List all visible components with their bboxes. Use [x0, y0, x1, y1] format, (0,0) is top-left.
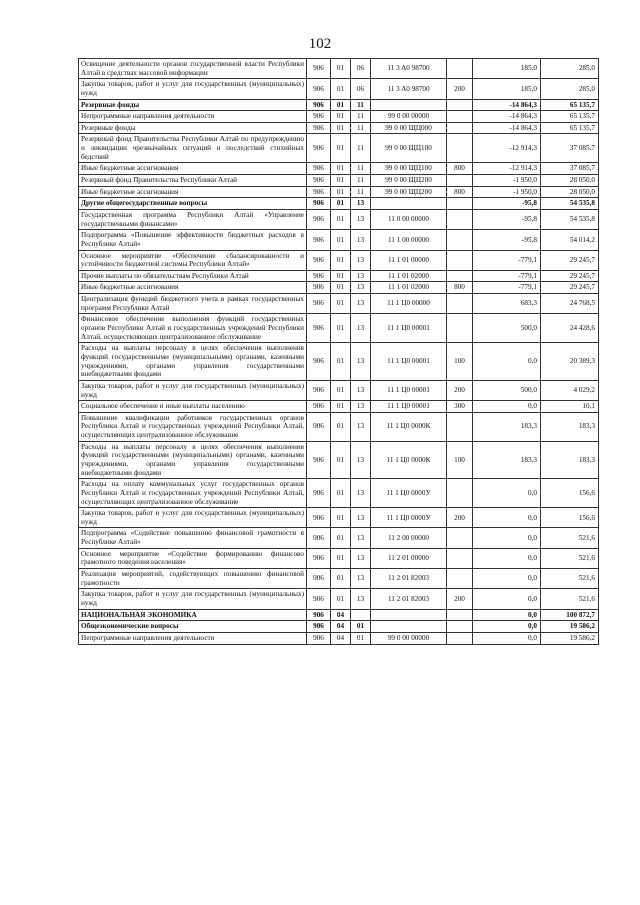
row-subsection-code: 06: [351, 79, 371, 99]
row-name: Общеэкономические вопросы: [79, 621, 307, 633]
row-change-amount: 0,0: [473, 508, 541, 528]
row-ved-code: 906: [307, 270, 331, 282]
row-ved-code: 906: [307, 230, 331, 250]
row-change-amount: 0,0: [473, 479, 541, 508]
row-section-code: 01: [331, 111, 351, 123]
row-change-amount: 0,0: [473, 528, 541, 548]
row-section-code: 01: [331, 250, 351, 270]
row-target-article-code: 11 1 Ц0 00000: [371, 294, 447, 314]
row-subsection-code: 11: [351, 122, 371, 134]
row-ved-code: 906: [307, 79, 331, 99]
row-subsection-code: 11: [351, 175, 371, 187]
row-total-amount: 521,6: [541, 569, 599, 589]
row-change-amount: 185,0: [473, 59, 541, 79]
table-row: [79, 314, 599, 343]
row-subsection-code: 13: [351, 198, 371, 210]
row-ved-code: 906: [307, 569, 331, 589]
row-ved-code: 906: [307, 111, 331, 123]
row-change-amount: -14 864,3: [473, 111, 541, 123]
table-row: [79, 343, 599, 381]
row-name: Резервные фонды: [79, 122, 307, 134]
row-expense-type-code: 300: [447, 401, 473, 413]
row-change-amount: 0,0: [473, 548, 541, 568]
table-row: [79, 79, 599, 99]
row-change-amount: -1 950,0: [473, 186, 541, 198]
table-row: [79, 282, 599, 294]
table-row: [79, 380, 599, 400]
row-subsection-code: 13: [351, 441, 371, 479]
row-name: Финансовое обеспечение выполнения функций государственных органов Республики Алтай и государственных учреждений Республики Алтай, осуществляющих централизованное обслуживание: [79, 314, 307, 343]
row-name: Освещение деятельности органов государственной власти Республики Алтай в средствах массовой информации: [79, 59, 307, 79]
row-change-amount: 0,0: [473, 632, 541, 644]
row-name: Основное мероприятие «Обеспечение сбалансированности и устойчивости бюджетной системы Республики Алтай»: [79, 250, 307, 270]
row-subsection-code: 13: [351, 230, 371, 250]
table-row: [79, 250, 599, 270]
table-row: [79, 632, 599, 644]
table-row: [79, 270, 599, 282]
row-name: Другие общегосударственные вопросы: [79, 198, 307, 210]
row-section-code: 01: [331, 479, 351, 508]
table-row: [79, 441, 599, 479]
row-total-amount: 156,6: [541, 508, 599, 528]
row-ved-code: 906: [307, 186, 331, 198]
row-expense-type-code: [447, 314, 473, 343]
row-ved-code: 906: [307, 548, 331, 568]
row-change-amount: 500,0: [473, 314, 541, 343]
row-total-amount: 4 029,2: [541, 380, 599, 400]
row-total-amount: 183,3: [541, 412, 599, 441]
row-total-amount: 37 085,7: [541, 163, 599, 175]
row-name: Подпрограмма «Содействие повышению финансовой грамотности в Республике Алтай»: [79, 528, 307, 548]
row-subsection-code: 13: [351, 479, 371, 508]
row-ved-code: 906: [307, 282, 331, 294]
row-expense-type-code: [447, 528, 473, 548]
row-expense-type-code: [447, 270, 473, 282]
row-ved-code: 906: [307, 250, 331, 270]
row-target-article-code: 99 0 00 ЩЦ200: [371, 175, 447, 187]
row-ved-code: 906: [307, 209, 331, 229]
row-subsection-code: 13: [351, 294, 371, 314]
row-expense-type-code: [447, 412, 473, 441]
table-row: [79, 111, 599, 123]
row-ved-code: 906: [307, 343, 331, 381]
row-total-amount: 285,0: [541, 79, 599, 99]
row-expense-type-code: [447, 198, 473, 210]
row-target-article-code: 11 2 01 82003: [371, 569, 447, 589]
row-subsection-code: 13: [351, 343, 371, 381]
row-total-amount: 521,6: [541, 528, 599, 548]
row-expense-type-code: [447, 294, 473, 314]
row-target-article-code: 11 1 Ц0 0000У: [371, 508, 447, 528]
row-total-amount: 54 535,8: [541, 209, 599, 229]
row-name: НАЦИОНАЛЬНАЯ ЭКОНОМИКА: [79, 609, 307, 621]
row-subsection-code: 06: [351, 59, 371, 79]
row-ved-code: 906: [307, 294, 331, 314]
row-change-amount: 0,0: [473, 569, 541, 589]
row-total-amount: 24 768,5: [541, 294, 599, 314]
row-expense-type-code: [447, 548, 473, 568]
table-row: [79, 401, 599, 413]
table-row: [79, 99, 599, 111]
row-total-amount: 19 586,2: [541, 621, 599, 633]
row-change-amount: 0,0: [473, 621, 541, 633]
row-change-amount: 0,0: [473, 589, 541, 609]
row-total-amount: 521,6: [541, 548, 599, 568]
row-change-amount: -779,1: [473, 282, 541, 294]
row-target-article-code: [371, 99, 447, 111]
row-section-code: 04: [331, 632, 351, 644]
row-name: Закупка товаров, работ и услуг для государственных (муниципальных) нужд: [79, 589, 307, 609]
row-expense-type-code: [447, 99, 473, 111]
row-expense-type-code: [447, 111, 473, 123]
row-target-article-code: 11 1 Ц0 00001: [371, 380, 447, 400]
row-target-article-code: 11 2 01 82003: [371, 589, 447, 609]
table-row: [79, 621, 599, 633]
row-expense-type-code: [447, 632, 473, 644]
row-target-article-code: 11 1 Ц0 00001: [371, 401, 447, 413]
row-total-amount: 10,1: [541, 401, 599, 413]
row-ved-code: 906: [307, 479, 331, 508]
table-row: [79, 508, 599, 528]
row-name: Прочие выплаты по обязательствам Республики Алтай: [79, 270, 307, 282]
table-row: [79, 412, 599, 441]
table-row: [79, 548, 599, 568]
row-total-amount: 100 872,7: [541, 609, 599, 621]
row-total-amount: 521,6: [541, 589, 599, 609]
row-ved-code: 906: [307, 99, 331, 111]
row-section-code: 01: [331, 175, 351, 187]
row-change-amount: 183,3: [473, 441, 541, 479]
row-section-code: 01: [331, 59, 351, 79]
row-change-amount: -95,8: [473, 209, 541, 229]
table-row: [79, 163, 599, 175]
row-subsection-code: 13: [351, 250, 371, 270]
row-section-code: 04: [331, 609, 351, 621]
row-change-amount: -95,8: [473, 198, 541, 210]
row-total-amount: 28 050,0: [541, 186, 599, 198]
row-name: Иные бюджетные ассигнования: [79, 282, 307, 294]
row-change-amount: 0,0: [473, 343, 541, 381]
row-target-article-code: 99 0 00 00000: [371, 632, 447, 644]
table-row: [79, 122, 599, 134]
row-subsection-code: 13: [351, 508, 371, 528]
row-subsection-code: 13: [351, 412, 371, 441]
row-target-article-code: 11 1 00 00000: [371, 230, 447, 250]
table-row: [79, 59, 599, 79]
row-expense-type-code: [447, 569, 473, 589]
table-row: [79, 186, 599, 198]
row-target-article-code: 11 2 00 00000: [371, 528, 447, 548]
row-target-article-code: 11 1 01 02000: [371, 270, 447, 282]
row-section-code: 01: [331, 99, 351, 111]
row-total-amount: 156,6: [541, 479, 599, 508]
row-ved-code: 906: [307, 401, 331, 413]
row-subsection-code: 11: [351, 134, 371, 163]
row-ved-code: 906: [307, 380, 331, 400]
row-target-article-code: 99 0 00 ЩЦ100: [371, 134, 447, 163]
row-section-code: 01: [331, 569, 351, 589]
row-section-code: 01: [331, 508, 351, 528]
table-row: [79, 294, 599, 314]
row-section-code: 01: [331, 163, 351, 175]
row-subsection-code: 13: [351, 401, 371, 413]
row-name: Расходы на выплаты персоналу в целях обеспечения выполнения функций государственными (муниципальными) органами, казенными учреждениями, органами управления государственными внебюджетными фондами: [79, 343, 307, 381]
row-total-amount: 24 428,6: [541, 314, 599, 343]
row-ved-code: 906: [307, 314, 331, 343]
row-section-code: 01: [331, 401, 351, 413]
row-ved-code: 906: [307, 621, 331, 633]
row-total-amount: 54 535,8: [541, 198, 599, 210]
row-total-amount: 29 245,7: [541, 250, 599, 270]
row-expense-type-code: [447, 479, 473, 508]
row-section-code: 01: [331, 343, 351, 381]
row-target-article-code: 11 3 A0 98700: [371, 59, 447, 79]
row-target-article-code: 11 2 01 00000: [371, 548, 447, 568]
row-subsection-code: 01: [351, 632, 371, 644]
row-subsection-code: 11: [351, 111, 371, 123]
row-ved-code: 906: [307, 441, 331, 479]
row-name: Закупка товаров, работ и услуг для государственных (муниципальных) нужд: [79, 508, 307, 528]
row-total-amount: 28 050,0: [541, 175, 599, 187]
row-target-article-code: 11 1 Ц0 0000У: [371, 479, 447, 508]
row-total-amount: 183,3: [541, 441, 599, 479]
row-subsection-code: 13: [351, 209, 371, 229]
row-target-article-code: 11 3 A0 98700: [371, 79, 447, 99]
row-name: Расходы на оплату коммунальных услуг государственных органов Республики Алтай и государственных учреждений Республики Алтай, осуществляющих централизованное обслуживание: [79, 479, 307, 508]
row-change-amount: 0,0: [473, 401, 541, 413]
row-section-code: 01: [331, 198, 351, 210]
row-change-amount: -95,8: [473, 230, 541, 250]
row-name: Централизация функций бюджетного учета в рамках государственных программ Республики Алтай: [79, 294, 307, 314]
row-expense-type-code: [447, 609, 473, 621]
row-section-code: 01: [331, 380, 351, 400]
row-target-article-code: 11 1 Ц0 00001: [371, 314, 447, 343]
row-name: Резервный фонд Правительства Республики Алтай: [79, 175, 307, 187]
table-row: [79, 479, 599, 508]
row-target-article-code: [371, 621, 447, 633]
row-expense-type-code: 200: [447, 589, 473, 609]
table-row: [79, 134, 599, 163]
row-target-article-code: 11 1 01 02000: [371, 282, 447, 294]
row-section-code: 01: [331, 314, 351, 343]
row-change-amount: -1 950,0: [473, 175, 541, 187]
table-row: [79, 589, 599, 609]
row-name: Резервный фонд Правительства Республики Алтай по предупреждению и ликвидации чрезвычайных ситуаций и последствий стихийных бедствий: [79, 134, 307, 163]
row-target-article-code: 11 0 00 00000: [371, 209, 447, 229]
row-expense-type-code: [447, 134, 473, 163]
row-expense-type-code: 200: [447, 380, 473, 400]
row-expense-type-code: [447, 175, 473, 187]
row-section-code: 01: [331, 282, 351, 294]
row-subsection-code: 13: [351, 314, 371, 343]
row-name: Государственная программа Республики Алтай «Управление государственными финансами»: [79, 209, 307, 229]
row-change-amount: -14 864,3: [473, 122, 541, 134]
row-section-code: 01: [331, 230, 351, 250]
row-total-amount: 29 245,7: [541, 270, 599, 282]
table-row: [79, 230, 599, 250]
row-ved-code: 906: [307, 412, 331, 441]
row-name: Повышение квалификации работников государственных органов Республики Алтай и государственных учреждений Республики Алтай, осуществляющих централизованное обслуживание: [79, 412, 307, 441]
row-change-amount: 0,0: [473, 609, 541, 621]
row-change-amount: 185,0: [473, 79, 541, 99]
row-name: Иные бюджетные ассигнования: [79, 186, 307, 198]
row-name: Расходы на выплаты персоналу в целях обеспечения выполнения функций государственными (муниципальными) органами, казенными учреждениями, органами управления государственными внебюджетными фондами: [79, 441, 307, 479]
row-name: Иные бюджетные ассигнования: [79, 163, 307, 175]
row-total-amount: 285,0: [541, 59, 599, 79]
row-name: Социальное обеспечение и иные выплаты населению: [79, 401, 307, 413]
row-name: Основное мероприятие «Содействие формированию финансово грамотного поведения населения»: [79, 548, 307, 568]
row-expense-type-code: [447, 122, 473, 134]
row-section-code: 01: [331, 79, 351, 99]
row-target-article-code: [371, 609, 447, 621]
row-section-code: 01: [331, 134, 351, 163]
page-number: 102: [308, 36, 332, 52]
row-total-amount: 65 135,7: [541, 122, 599, 134]
table-row: [79, 569, 599, 589]
row-target-article-code: 99 0 00 ЩЦ200: [371, 186, 447, 198]
row-change-amount: 500,0: [473, 380, 541, 400]
row-expense-type-code: 200: [447, 508, 473, 528]
row-subsection-code: 13: [351, 380, 371, 400]
row-target-article-code: 11 1 Ц0 00001: [371, 343, 447, 381]
row-subsection-code: 13: [351, 282, 371, 294]
row-target-article-code: 11 1 Ц0 0000К: [371, 441, 447, 479]
row-ved-code: 906: [307, 198, 331, 210]
row-target-article-code: 11 1 01 00000: [371, 250, 447, 270]
row-ved-code: 906: [307, 589, 331, 609]
row-subsection-code: 13: [351, 589, 371, 609]
row-change-amount: 683,3: [473, 294, 541, 314]
row-change-amount: -12 914,3: [473, 134, 541, 163]
row-section-code: 01: [331, 441, 351, 479]
row-change-amount: 183,3: [473, 412, 541, 441]
row-subsection-code: 13: [351, 569, 371, 589]
row-expense-type-code: [447, 250, 473, 270]
row-subsection-code: 01: [351, 621, 371, 633]
row-subsection-code: 13: [351, 528, 371, 548]
row-expense-type-code: 800: [447, 163, 473, 175]
row-section-code: 04: [331, 621, 351, 633]
row-total-amount: 54 014,2: [541, 230, 599, 250]
row-expense-type-code: 100: [447, 441, 473, 479]
row-name: Закупка товаров, работ и услуг для государственных (муниципальных) нужд: [79, 380, 307, 400]
row-section-code: 01: [331, 589, 351, 609]
row-expense-type-code: [447, 209, 473, 229]
row-change-amount: -12 914,3: [473, 163, 541, 175]
budget-table-body: [79, 59, 599, 645]
row-total-amount: 20 389,3: [541, 343, 599, 381]
row-subsection-code: 11: [351, 163, 371, 175]
row-expense-type-code: [447, 621, 473, 633]
row-expense-type-code: [447, 59, 473, 79]
row-target-article-code: 99 0 00 ЩЦ000: [371, 122, 447, 134]
row-change-amount: -779,1: [473, 250, 541, 270]
row-change-amount: -14 864,3: [473, 99, 541, 111]
row-subsection-code: [351, 609, 371, 621]
row-expense-type-code: 100: [447, 343, 473, 381]
row-name: Непрограммные направления деятельности: [79, 111, 307, 123]
row-change-amount: -779,1: [473, 270, 541, 282]
table-row: [79, 528, 599, 548]
row-subsection-code: 13: [351, 548, 371, 568]
row-section-code: 01: [331, 186, 351, 198]
row-total-amount: 65 135,7: [541, 99, 599, 111]
row-total-amount: 19 586,2: [541, 632, 599, 644]
row-total-amount: 37 085,7: [541, 134, 599, 163]
table-row: [79, 175, 599, 187]
row-ved-code: 906: [307, 528, 331, 548]
row-expense-type-code: 800: [447, 186, 473, 198]
row-expense-type-code: 800: [447, 282, 473, 294]
table-row: [79, 609, 599, 621]
row-name: Подпрограмма «Повышение эффективности бюджетных расходов в Республике Алтай»: [79, 230, 307, 250]
row-ved-code: 906: [307, 175, 331, 187]
row-section-code: 01: [331, 412, 351, 441]
row-ved-code: 906: [307, 59, 331, 79]
table-row: [79, 198, 599, 210]
row-expense-type-code: [447, 230, 473, 250]
row-name: Непрограммные направления деятельности: [79, 632, 307, 644]
row-target-article-code: [371, 198, 447, 210]
row-target-article-code: 99 0 00 00000: [371, 111, 447, 123]
row-ved-code: 906: [307, 508, 331, 528]
row-name: Реализация мероприятий, содействующих повышению финансовой грамотности: [79, 569, 307, 589]
row-expense-type-code: 200: [447, 79, 473, 99]
row-ved-code: 906: [307, 609, 331, 621]
row-name: Закупка товаров, работ и услуг для государственных (муниципальных) нужд: [79, 79, 307, 99]
row-target-article-code: 11 1 Ц0 0000К: [371, 412, 447, 441]
row-subsection-code: 13: [351, 270, 371, 282]
row-subsection-code: 11: [351, 186, 371, 198]
row-name: Резервные фонды: [79, 99, 307, 111]
row-total-amount: 29 245,7: [541, 282, 599, 294]
row-ved-code: 906: [307, 134, 331, 163]
row-target-article-code: 99 0 00 ЩЦ100: [371, 163, 447, 175]
row-subsection-code: 11: [351, 99, 371, 111]
row-section-code: 01: [331, 270, 351, 282]
row-total-amount: 65 135,7: [541, 111, 599, 123]
budget-table: [78, 58, 599, 645]
row-section-code: 01: [331, 548, 351, 568]
row-section-code: 01: [331, 528, 351, 548]
row-ved-code: 906: [307, 163, 331, 175]
row-section-code: 01: [331, 209, 351, 229]
row-ved-code: 906: [307, 632, 331, 644]
table-row: [79, 209, 599, 229]
row-ved-code: 906: [307, 122, 331, 134]
row-section-code: 01: [331, 294, 351, 314]
row-section-code: 01: [331, 122, 351, 134]
